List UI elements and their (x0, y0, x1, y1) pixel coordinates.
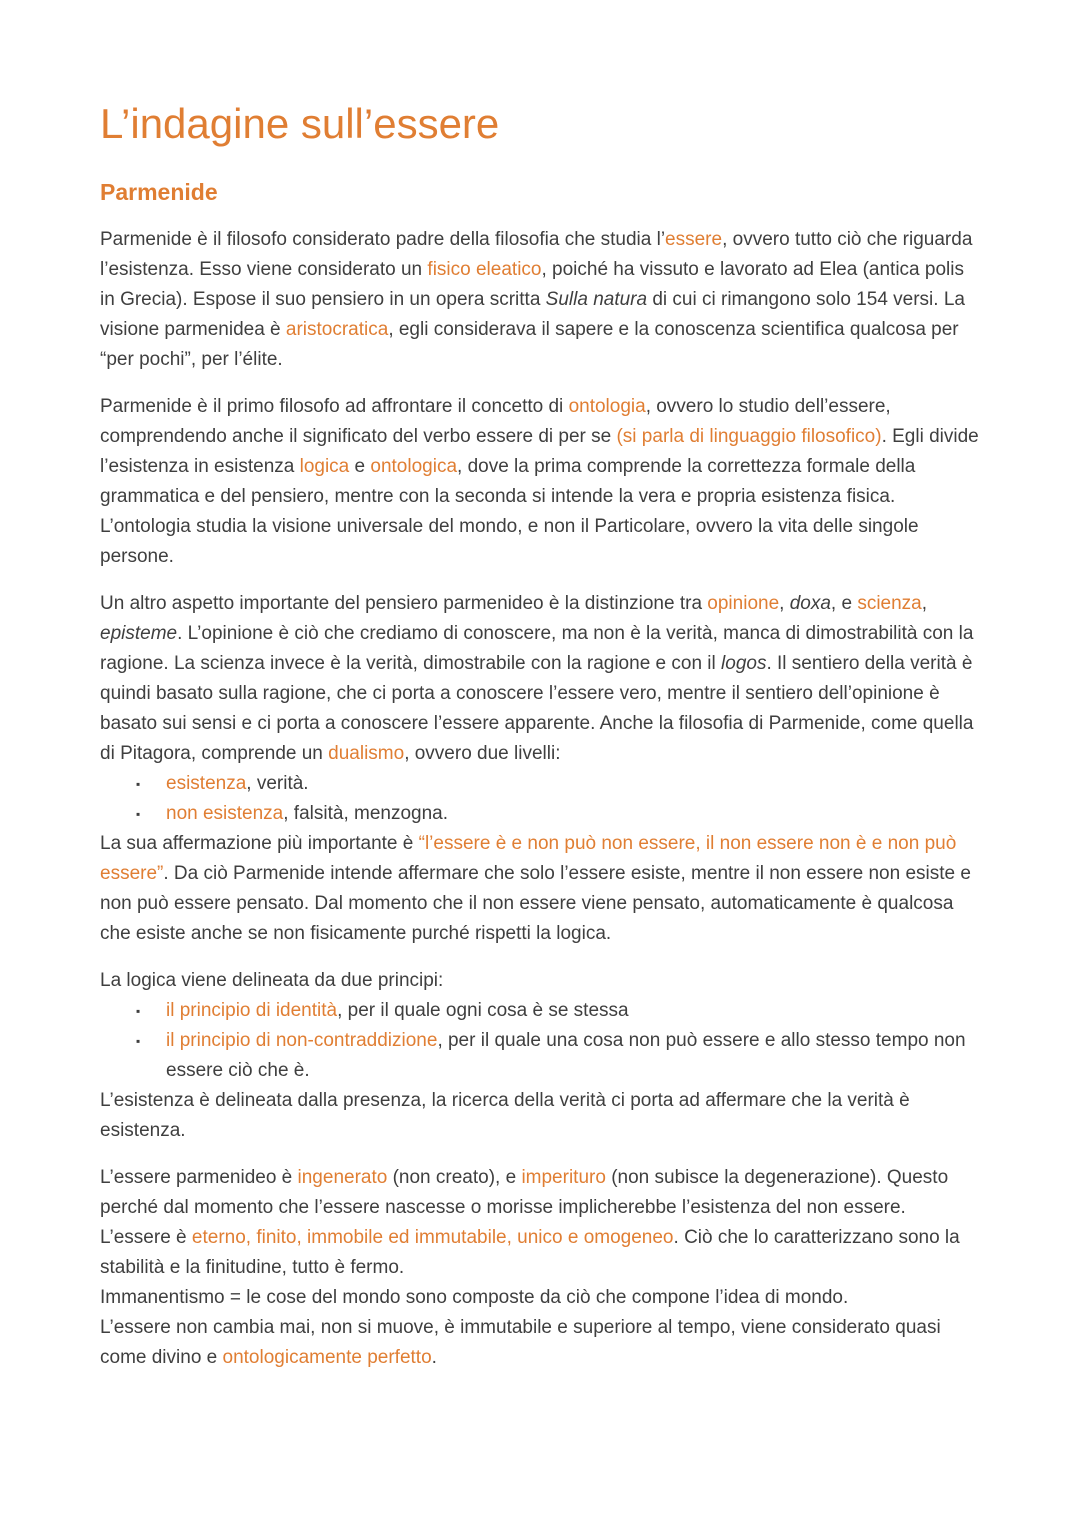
bullet-item (136, 1026, 980, 1086)
text-run: , egli considerava il sapere e la conoscenza scientifica qualcosa per “per pochi”, per l’élite. (100, 319, 959, 371)
paragraph (100, 966, 980, 996)
text-run: dualismo (328, 743, 405, 765)
text-run: L’essere parmenideo è (100, 1167, 298, 1189)
text-run: opinione (707, 593, 780, 615)
text-run: , ovvero tutto ciò che riguarda l’esistenza. Esso viene considerato un (100, 229, 973, 281)
text-run: Parmenide è il primo filosofo ad affrontare il concetto di (100, 396, 569, 418)
text-run: , ovvero lo studio dell’essere, comprendendo anche il significato del verbo essere di per se (100, 396, 891, 448)
text-run: ontologica (370, 456, 458, 478)
text-run: doxa (789, 593, 831, 615)
text-run: , dove la prima comprende la correttezza formale della grammatica e del pensiero, mentre con la seconda si intende la vera e propria esistenza fisica. L’ontologia studia la visione universale del mondo, e non il Particolare, ovvero la vita delle singole persone. (100, 456, 919, 568)
text-run: Parmenide è il filosofo considerato padre della filosofia che studia l’ (100, 229, 666, 251)
text-run: Immanentismo = le cose del mondo sono composte da ciò che compone l’idea di mondo. (100, 1287, 849, 1309)
text-run: (non creato), e (387, 1167, 522, 1189)
square-bullet-icon: ▪ (136, 1034, 141, 1049)
text-run: il principio di non-contraddizione (166, 1030, 438, 1052)
text-run: . L’opinione è ciò che crediamo di conoscere, ma non è la verità, manca di dimostrabilità con la ragione. La scienza invece è la verità, dimostrabile con la ragione e con il (100, 623, 974, 675)
text-run: ontologicamente perfetto (222, 1347, 432, 1369)
text-run: , e (830, 593, 858, 615)
bullet-item (136, 799, 980, 829)
document-body (100, 225, 980, 1373)
square-bullet-icon: ▪ (136, 807, 141, 822)
paragraph (100, 1086, 980, 1146)
text-run: e (349, 456, 371, 478)
text-run: Sulla natura (545, 289, 648, 311)
text-run: il principio di identità (166, 1000, 338, 1022)
text-run: aristocratica (285, 319, 389, 341)
text-run: , poiché ha vissuto e lavorato ad Elea (antica polis in Grecia). Espose il suo pensiero in un opera scritta (100, 259, 964, 311)
text-run: (si parla di linguaggio filosofico) (616, 426, 882, 448)
text-run: imperituro (521, 1167, 606, 1189)
paragraph (100, 1313, 980, 1373)
paragraph (100, 225, 980, 375)
paragraph (100, 829, 980, 949)
text-run: di cui ci rimangono solo 154 versi. La visione parmenidea è (100, 289, 965, 341)
paragraph (100, 1163, 980, 1283)
text-run: , (921, 593, 928, 615)
text-run: La logica viene delineata da due principi: (100, 970, 444, 992)
text-run: . Ciò che lo caratterizzano sono la stabilità e la finitudine, tutto è fermo. (100, 1227, 960, 1279)
text-run: ontologia (568, 396, 646, 418)
text-run: L’essere non cambia mai, non si muove, è immutabile e superiore al tempo, viene considerato quasi come divino e (100, 1317, 941, 1369)
text-run: logica (299, 456, 350, 478)
paragraph (100, 392, 980, 572)
text-run: , per il quale una cosa non può essere e allo stesso tempo non essere ciò che è. (166, 1030, 966, 1082)
text-run: logos (721, 653, 767, 675)
text-run: , falsità, menzogna. (283, 803, 449, 825)
text-run: , per il quale ogni cosa è se stessa (337, 1000, 629, 1022)
text-run: . (431, 1347, 437, 1369)
section-heading: Parmenide (100, 179, 218, 206)
text-run: . Il sentiero della verità è quindi basato sulla ragione, che ci porta a conoscere l’essere vero, mentre il sentiero dell’opinione è basato sui sensi e ci porta a conoscere l’essere apparente. Anche la filosofia di Parmenide, come quella di Pitagora, comprende un (100, 653, 974, 765)
text-run: , ovvero due livelli: (404, 743, 561, 765)
text-run: , verità. (246, 773, 309, 795)
square-bullet-icon: ▪ (136, 1004, 141, 1019)
text-run: esistenza (166, 773, 247, 795)
square-bullet-icon: ▪ (136, 777, 141, 792)
text-run: eterno, finito, immobile ed immutabile, unico e omogeneo (191, 1227, 674, 1249)
paragraph (100, 1283, 980, 1313)
document-title: L’indagine sull’essere (100, 100, 500, 147)
paragraph (100, 589, 980, 769)
text-run: . Da ciò Parmenide intende affermare che solo l’essere esiste, mentre il non essere non esiste e non può essere pensato. Dal momento che il non essere viene pensato, automaticamente è qualcosa che esiste anche se non fisicamente purché rispetti la logica. (100, 863, 971, 945)
text-run: ingenerato (297, 1167, 388, 1189)
text-run: essere (665, 229, 723, 251)
text-run: La sua affermazione più importante è (100, 833, 419, 855)
text-run: (non subisce la degenerazione). Questo perché dal momento che l’essere nascesse o morisse implicherebbe l’esistenza del non essere. L’essere è (100, 1167, 949, 1249)
text-run: episteme (100, 623, 178, 645)
bullet-item (136, 996, 980, 1026)
bullet-list (100, 996, 980, 1086)
bullet-item (136, 769, 980, 799)
bullet-list (100, 769, 980, 829)
text-run: scienza (857, 593, 922, 615)
text-run: “l’essere è e non può non essere, il non essere non è e non può essere” (100, 833, 957, 885)
text-run: , (779, 593, 790, 615)
text-run: . Egli divide l’esistenza in esistenza (100, 426, 979, 478)
text-run: non esistenza (166, 803, 284, 825)
text-run: L’esistenza è delineata dalla presenza, la ricerca della verità ci porta ad affermare che la verità è esistenza. (100, 1090, 910, 1142)
text-run: Un altro aspetto importante del pensiero parmenideo è la distinzione tra (100, 593, 708, 615)
text-run: fisico eleatico (427, 259, 542, 281)
